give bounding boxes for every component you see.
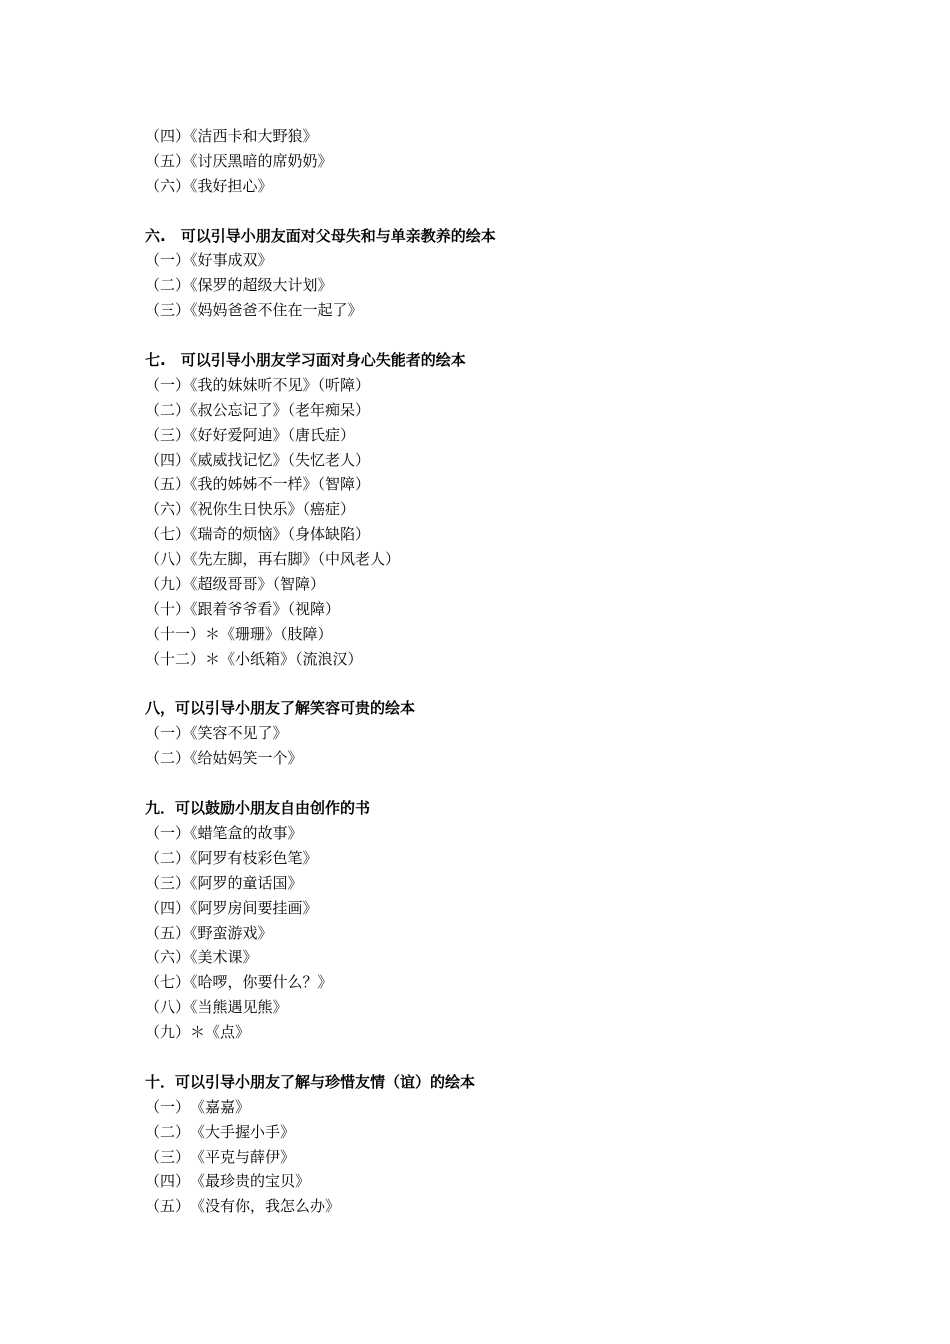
list-item: （二）《阿罗有枝彩色笔》 xyxy=(145,848,318,867)
list-item: （六）《我好担心》 xyxy=(145,176,273,195)
list-item: （四） 《最珍贵的宝贝》 xyxy=(145,1172,311,1191)
list-item: （一）《好事成双》 xyxy=(145,251,273,270)
section-heading: 八，可以引导小朋友了解笑容可贵的绘本 xyxy=(145,699,416,718)
list-item: （一）《我的妹妹听不见》（听障） xyxy=(145,375,371,394)
list-item: （九）《超级哥哥》（智障） xyxy=(145,575,326,594)
list-item: （一）《蜡笔盒的故事》 xyxy=(145,823,303,842)
list-item: （七）《哈啰，你要什么？》 xyxy=(145,973,333,992)
list-item: （二）《保罗的超级大计划》 xyxy=(145,276,333,295)
list-item: （一）《笑容不见了》 xyxy=(145,724,288,743)
section-8 xyxy=(145,696,845,771)
section-continued xyxy=(145,124,845,199)
section-9 xyxy=(145,796,845,1045)
document-page xyxy=(145,124,845,1219)
list-item: （十）《跟着爷爷看》（视障） xyxy=(145,599,341,618)
list-item: （四）《威威找记忆》（失忆老人） xyxy=(145,450,371,469)
list-item: （五） 《没有你，我怎么办》 xyxy=(145,1197,341,1216)
list-item: （七）《瑞奇的烦恼》（身体缺陷） xyxy=(145,525,371,544)
list-item: （四）《洁西卡和大野狼》 xyxy=(145,127,318,145)
list-item: （一） 《嘉嘉》 xyxy=(145,1097,251,1116)
list-item: （二）《叔公忘记了》（老年痴呆） xyxy=(145,400,371,419)
section-6 xyxy=(145,224,845,324)
section-heading: 十．可以引导小朋友了解与珍惜友情（谊）的绘本 xyxy=(145,1072,476,1091)
section-heading: 七. 可以引导小朋友学习面对身心失能者的绘本 xyxy=(145,351,466,370)
section-7 xyxy=(145,348,845,672)
list-item: （四）《阿罗房间要挂画》 xyxy=(145,898,318,917)
list-item: （十一）＊《珊珊》（肢障） xyxy=(145,624,333,643)
list-item: （三） 《平克与薛伊》 xyxy=(145,1147,296,1166)
list-item: （二） 《大手握小手》 xyxy=(145,1122,296,1141)
list-item: （五）《讨厌黑暗的席奶奶》 xyxy=(145,151,333,170)
list-item: （八）《先左脚，再右脚》（中风老人） xyxy=(145,550,401,569)
list-item: （二）《给姑妈笑一个》 xyxy=(145,749,303,768)
list-item: （三）《阿罗的童话国》 xyxy=(145,873,303,892)
list-item: （五）《野蛮游戏》 xyxy=(145,923,273,942)
list-item: （九）＊《点》 xyxy=(145,1023,251,1042)
list-item: （三）《妈妈爸爸不住在一起了》 xyxy=(145,301,363,320)
list-item: （三）《好好爱阿迪》（唐氏症） xyxy=(145,425,356,444)
list-item: （六）《美术课》 xyxy=(145,948,258,967)
section-heading: 九．可以鼓励小朋友自由创作的书 xyxy=(145,799,371,818)
list-item: （十二）＊《小纸箱》（流浪汉） xyxy=(145,649,363,668)
list-item: （八）《当熊遇见熊》 xyxy=(145,998,288,1017)
section-heading: 六. 可以引导小朋友面对父母失和与单亲教养的绘本 xyxy=(145,226,496,245)
section-10 xyxy=(145,1070,845,1219)
list-item: （五）《我的姊姊不一样》（智障） xyxy=(145,475,371,494)
list-item: （六）《祝你生日快乐》（癌症） xyxy=(145,500,356,519)
